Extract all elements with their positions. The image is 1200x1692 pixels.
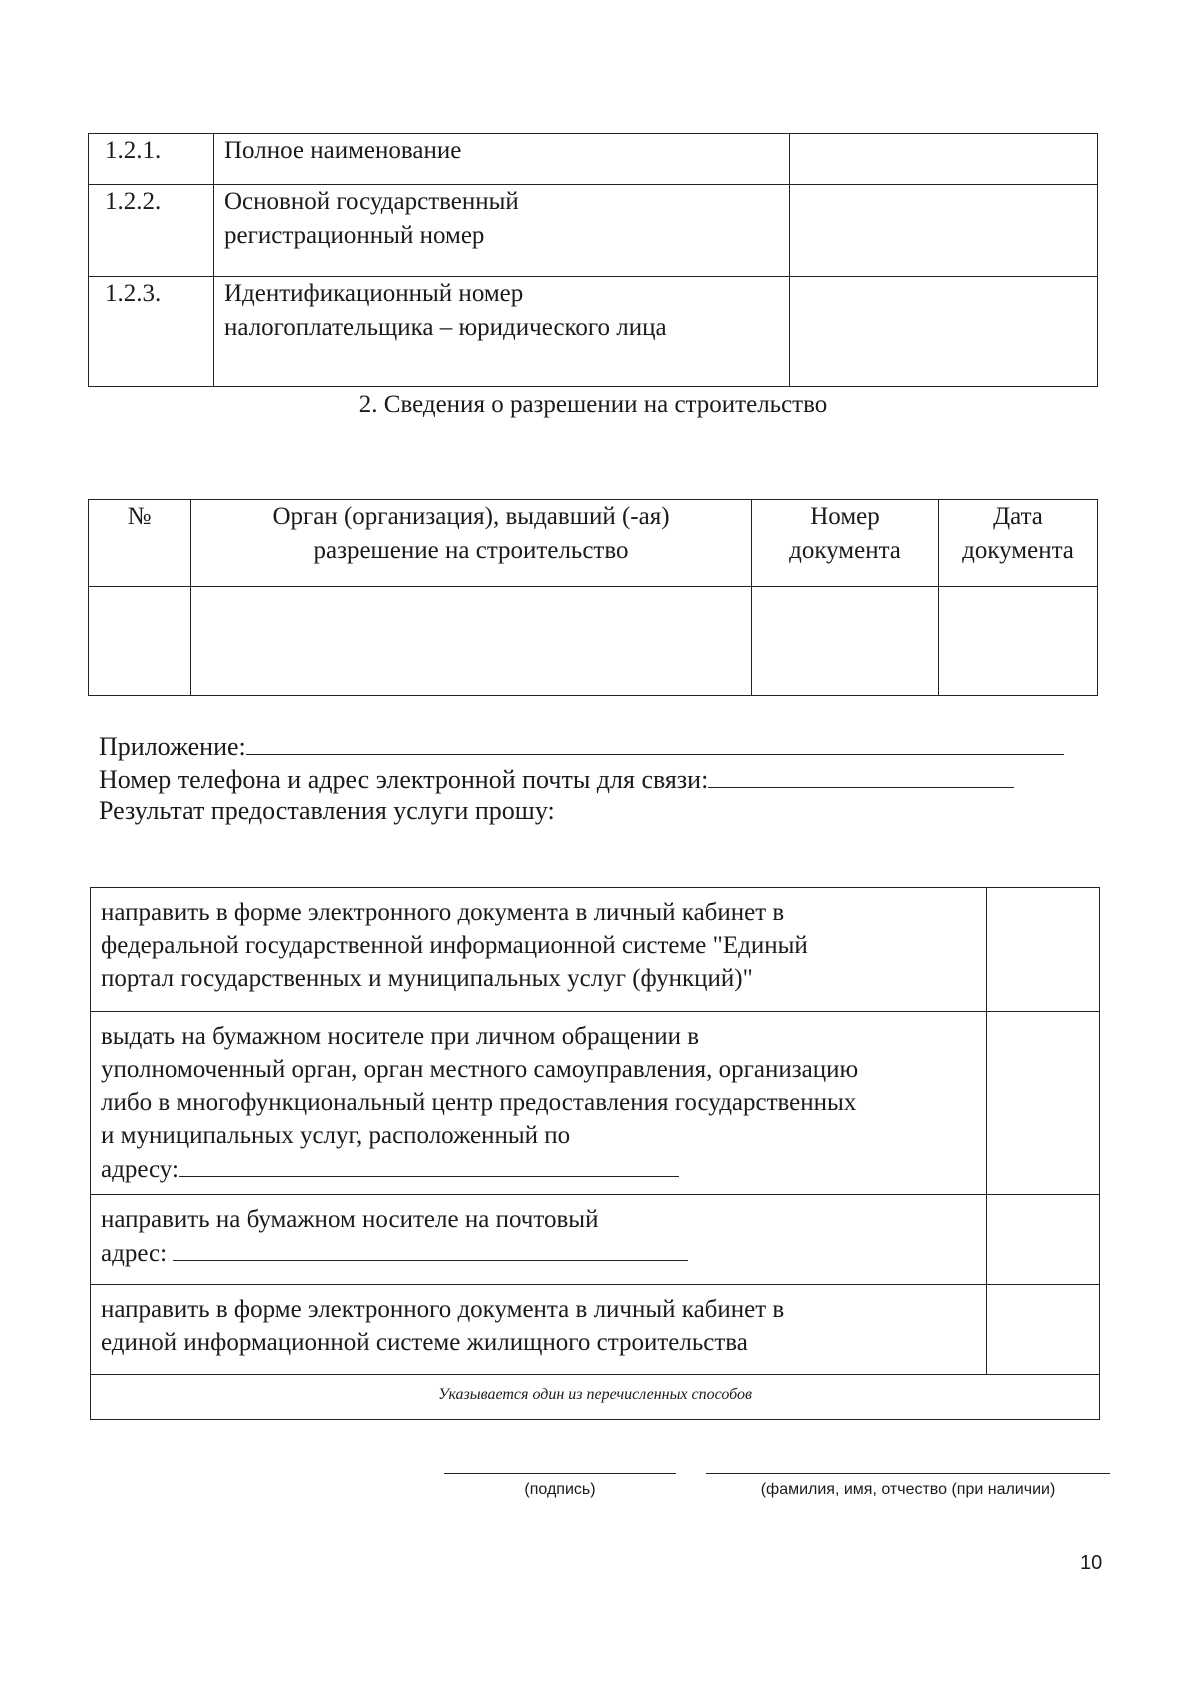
option-line: портал государственных и муниципальных услуг (функций)" (101, 965, 753, 992)
row-label: Полное наименование (214, 134, 790, 185)
row-value[interactable] (790, 185, 1098, 277)
section-title: 2. Сведения о разрешении на строительство (358, 391, 828, 418)
header-line: Номер (810, 503, 880, 530)
table-row (89, 185, 1098, 277)
table-row (89, 277, 1098, 387)
option-checkbox-cell[interactable] (987, 1285, 1100, 1375)
name-caption: (фамилия, имя, отчество (при наличии) (760, 1481, 1056, 1498)
signature-line[interactable] (444, 1473, 676, 1474)
option-line: выдать на бумажном носителе при личном обращении в (101, 1023, 700, 1050)
address-input-line[interactable] (173, 1236, 688, 1261)
option-checkbox-cell[interactable] (987, 1012, 1100, 1195)
table-row (89, 587, 1098, 696)
cell-org[interactable] (191, 587, 752, 696)
table-row (91, 1285, 1100, 1375)
option-line: направить на бумажном носителе на почтовый (101, 1206, 599, 1233)
header-line: разрешение на строительство (313, 537, 629, 564)
table-row (91, 1375, 1100, 1420)
row-value[interactable] (790, 277, 1098, 387)
option-line: уполномоченный орган, орган местного самоуправления, организацию (101, 1056, 859, 1083)
permit-details-table (88, 499, 1098, 696)
signature-caption: (подпись) (524, 1481, 596, 1498)
header-no: № (89, 500, 191, 587)
row-value[interactable] (790, 134, 1098, 185)
table-row (91, 1012, 1100, 1195)
contact-label: Номер телефона и адрес электронной почты для связи: (99, 765, 709, 794)
address-label: адресу: (101, 1156, 179, 1183)
option-text (91, 888, 987, 1012)
attachment-input-line[interactable] (246, 728, 1064, 755)
label-line: регистрационный номер (224, 222, 485, 249)
option-checkbox-cell[interactable] (987, 888, 1100, 1012)
contact-field (99, 761, 1014, 797)
option-line: федеральной государственной информационной системе "Единый (101, 932, 808, 959)
header-line: документа (789, 537, 901, 564)
row-number: 1.2.1. (89, 134, 214, 185)
cell-docdate[interactable] (939, 587, 1098, 696)
label-line: Идентификационный номер (224, 280, 524, 307)
applicant-details-table (88, 133, 1098, 387)
option-line: и муниципальных услуг, расположенный по (101, 1122, 571, 1149)
contact-input-line[interactable] (708, 761, 1014, 788)
row-label (214, 185, 790, 277)
option-text (91, 1195, 987, 1285)
option-text (91, 1012, 987, 1195)
table-row (91, 888, 1100, 1012)
cell-docnum[interactable] (752, 587, 939, 696)
address-line (101, 1152, 976, 1186)
header-docnum (752, 500, 939, 587)
page-number: 10 (1080, 1552, 1103, 1574)
label-line: Основной государственный (224, 188, 519, 215)
address-line (101, 1236, 976, 1270)
header-docdate (939, 500, 1098, 587)
option-line: направить в форме электронного документа в личный кабинет в (101, 899, 785, 926)
address-input-line[interactable] (179, 1152, 679, 1177)
attachment-field (99, 728, 1064, 764)
result-label: Результат предоставления услуги прошу: (99, 796, 555, 825)
header-line: документа (962, 537, 1074, 564)
label-line: налогоплательщика – юридического лица (224, 314, 667, 341)
option-line: либо в многофункциональный центр предоставления государственных (101, 1089, 857, 1116)
option-text (91, 1285, 987, 1375)
table-row (89, 134, 1098, 185)
attachment-label: Приложение: (99, 732, 246, 761)
header-org (191, 500, 752, 587)
table-header-row (89, 500, 1098, 587)
row-number: 1.2.2. (89, 185, 214, 277)
name-line[interactable] (706, 1473, 1110, 1474)
cell-no[interactable] (89, 587, 191, 696)
address-label: адрес: (101, 1240, 168, 1267)
row-number: 1.2.3. (89, 277, 214, 387)
option-line: единой информационной системе жилищного строительства (101, 1329, 748, 1356)
option-checkbox-cell[interactable] (987, 1195, 1100, 1285)
method-note: Указывается один из перечисленных способов (91, 1375, 1100, 1420)
header-line: Дата (993, 503, 1043, 530)
result-method-table (90, 887, 1100, 1420)
option-line: направить в форме электронного документа в личный кабинет в (101, 1296, 785, 1323)
table-row (91, 1195, 1100, 1285)
row-label (214, 277, 790, 387)
header-line: Орган (организация), выдавший (-ая) (272, 503, 670, 530)
